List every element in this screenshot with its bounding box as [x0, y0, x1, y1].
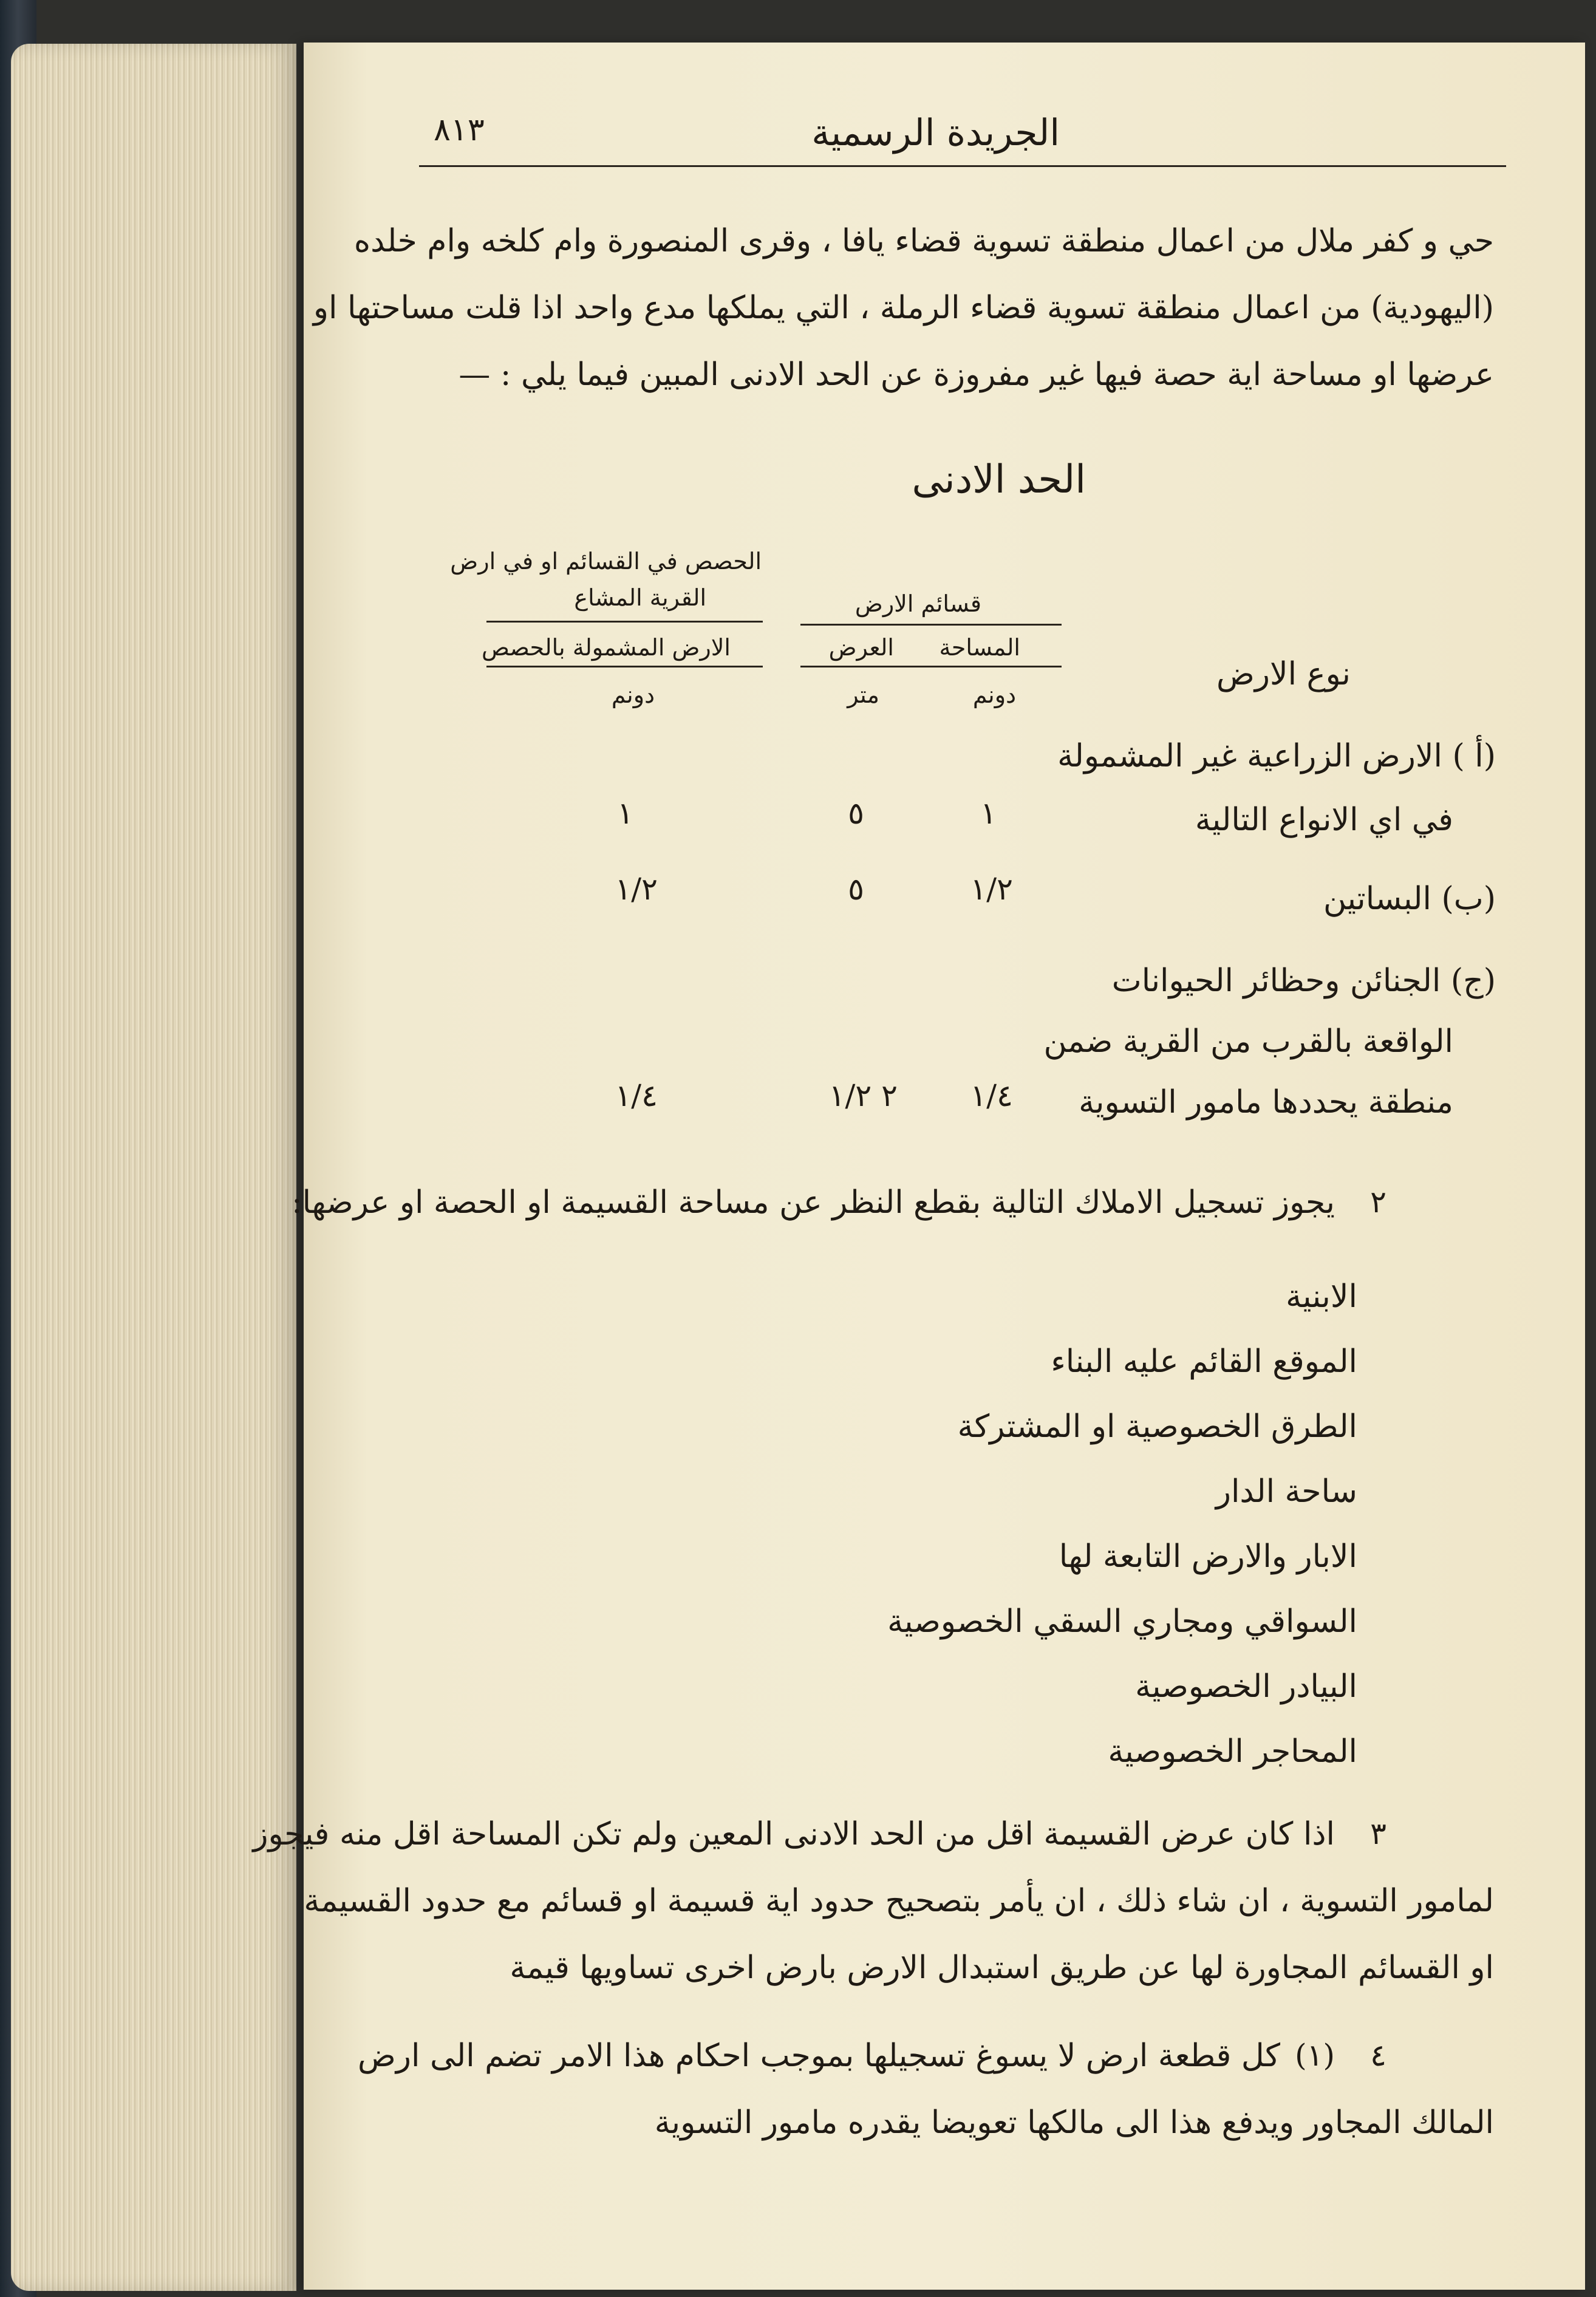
- row-b-line-1: (ب) البساتين: [1323, 881, 1496, 917]
- intro-line-2: (اليهودية) من اعمال منطقة تسوية قضاء الرملة ، التي يملكها مدع واحد اذا قلت مساحتها او: [313, 290, 1494, 326]
- row-c-shares: ١/٤: [615, 1078, 658, 1113]
- list-item: الابنية: [1286, 1278, 1357, 1315]
- row-a-line-2: في اي الانواع التالية: [1195, 802, 1453, 838]
- section-4-line-1: كل قطعة ارض لا يسوغ تسجيلها بموجب احكام هذا الامر تضم الى ارض: [358, 2038, 1280, 2074]
- section-3-line-3: او القسائم المجاورة لها عن طريق استبدال الارض بارض اخرى تساويها قيمة: [510, 1950, 1494, 1986]
- section-4-subnumber: (١): [1295, 2038, 1335, 2073]
- row-c-area: ١/٤: [970, 1078, 1013, 1113]
- row-a-line-1: (أ ) الارض الزراعية غير المشمولة: [1057, 738, 1496, 774]
- unit-dunam-area: دونم: [972, 681, 1016, 708]
- row-b-area: ١/٢: [970, 872, 1013, 907]
- shares-header-line1: الحصص في القسائم او في ارض: [450, 548, 762, 575]
- intro-line-3: عرضها او مساحة اية حصة فيها غير مفروزة عن الحد الادنى المبين فيما يلي : —: [459, 357, 1494, 393]
- row-c-line-1: (ج) الجنائن وحظائر الحيوانات: [1111, 963, 1496, 999]
- area-header: المساحة: [939, 634, 1020, 661]
- unit-meter: متر: [847, 681, 879, 708]
- section-2-text: يجوز تسجيل الاملاك التالية بقطع النظر عن مساحة القسيمة او الحصة او عرضها:: [292, 1184, 1335, 1221]
- list-item: الابار والارض التابعة لها: [1059, 1538, 1357, 1575]
- row-a-area: ١: [980, 796, 997, 831]
- section-4-line-2: المالك المجاور ويدفع هذا الى مالكها تعويضا يقدره مامور التسوية: [654, 2104, 1494, 2141]
- land-type-header: نوع الارض: [1216, 656, 1351, 692]
- section-title: الحد الادنى: [912, 457, 1086, 502]
- section-4-number: ٤: [1370, 2038, 1386, 2073]
- row-a-shares: ١: [617, 796, 633, 831]
- row-b-shares: ١/٢: [615, 872, 658, 907]
- unit-dunam-shares: دونم: [611, 681, 655, 708]
- intro-line-1: حي و كفر ملال من اعمال منطقة تسوية قضاء يافا ، وقرى المنصورة وام كلخه وام خلده: [353, 223, 1494, 259]
- row-a-width: ٥: [848, 796, 864, 831]
- list-item: الموقع القائم عليه البناء: [1051, 1343, 1357, 1380]
- section-3-line-1: اذا كان عرض القسيمة اقل من الحد الادنى المعين ولم تكن المساحة اقل منه فيجوز: [253, 1816, 1335, 1852]
- list-item: السواقي ومجاري السقي الخصوصية: [887, 1603, 1357, 1640]
- list-item: المحاجر الخصوصية: [1108, 1733, 1357, 1770]
- shares-subheader-rule: [486, 666, 763, 667]
- page-header: [419, 68, 1506, 167]
- list-item: البيادر الخصوصية: [1135, 1668, 1357, 1705]
- list-item: الطرق الخصوصية او المشتركة: [957, 1408, 1357, 1445]
- page-edges: [11, 44, 296, 2291]
- section-3-line-2: لمامور التسوية ، ان شاء ذلك ، ان يأمر بتصحيح حدود اية قسيمة او قسائم مع حدود القسيمة: [304, 1883, 1494, 1919]
- row-c-width: ٢ ١/٢: [828, 1078, 898, 1113]
- page-number: ٨١٣: [434, 112, 485, 148]
- shares-header-rule: [486, 621, 763, 623]
- row-c-line-2: الواقعة بالقرب من القرية ضمن: [1043, 1023, 1453, 1060]
- section-3-number: ٣: [1370, 1816, 1386, 1851]
- shares-subheader: الارض المشمولة بالحصص: [481, 634, 731, 661]
- section-2-number: ٢: [1370, 1184, 1386, 1220]
- row-b-width: ٥: [848, 872, 864, 907]
- width-header: العرض: [828, 634, 894, 661]
- gazette-title: الجريدة الرسمية: [811, 112, 1060, 154]
- shares-header-line2: القرية المشاع: [574, 584, 706, 611]
- plots-header-rule: [800, 624, 1062, 626]
- plots-subheader-rule: [800, 666, 1062, 667]
- row-c-line-3: منطقة يحددها مامور التسوية: [1079, 1084, 1453, 1121]
- plots-header: قسائم الارض: [854, 590, 981, 617]
- list-item: ساحة الدار: [1215, 1473, 1357, 1510]
